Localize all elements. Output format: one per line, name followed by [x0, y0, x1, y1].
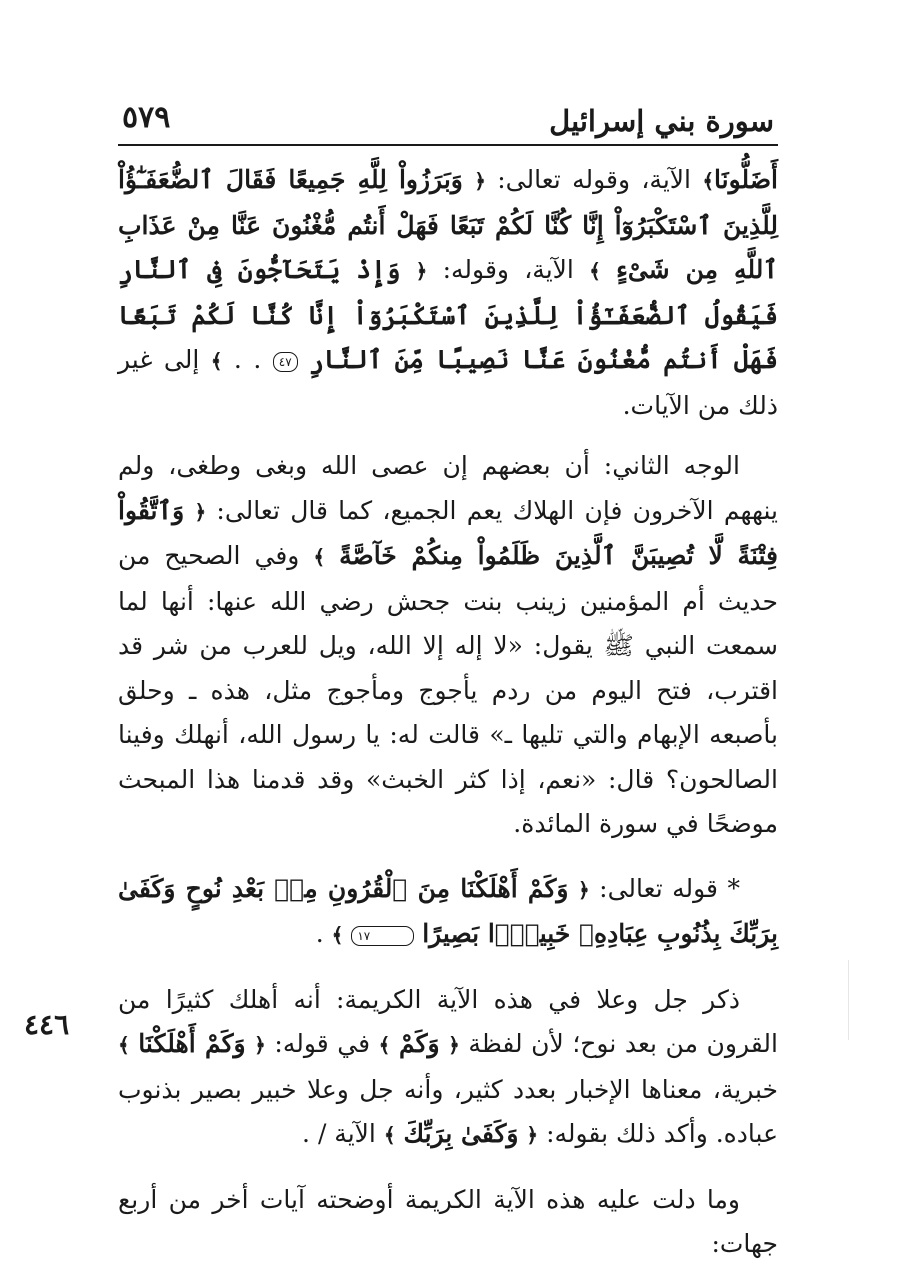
- bracket-close-icon: ﴾: [210, 349, 223, 373]
- bracket-open-icon: ﴿: [194, 499, 207, 524]
- bracket-open-icon: ﴿: [577, 877, 590, 902]
- text-run: . .: [222, 345, 273, 374]
- surah-title: سورة بني إسرائيل: [549, 104, 774, 138]
- side-page-number: ٤٤٦: [24, 1008, 70, 1041]
- bracket-close-icon: ﴾: [589, 259, 601, 283]
- text-run: الوجه الثاني: أن بعضهم إن عصى الله وبغى وطغى، ولم ينههم الآخرون فإن الهلاك يعم الجميع، كما قال تعالى:: [118, 451, 779, 525]
- text-run: في قوله:: [265, 1029, 379, 1058]
- paragraph-4: [118, 978, 778, 1158]
- margin-rule: [848, 960, 849, 1040]
- text-run: إلى غير ذلك من الآيات.: [118, 345, 778, 420]
- text-run: وفي الصحيح من حديث أم المؤمنين زينب بنت جحش رضي الله عنها: أنها لما سمعت النبي ﷺ يقول: «لا إله إلا الله، ويل للعرب من شر قد اقترب، فتح اليوم من ردم يأجوج ومأجوج مثل، هذه ـ وحلق بأصبعه الإبهام والتي تليها ـ» قالت له: يا رسول الله، أنهلك وفينا الصالحون؟ قال: «نعم، إذا كثر الخبث» وقد قدمنا هذا المبحث موضحًا في سورة المائدة.: [118, 541, 778, 838]
- bracket-open-icon: ﴿: [415, 259, 428, 283]
- text-run: خبرية، معناها الإخبار بعدد كثير، وأنه جل وعلا خبير بصير بذنوب عباده. وأكد ذلك بقوله:: [118, 1074, 778, 1148]
- bracket-close-icon: ﴾: [383, 1123, 396, 1147]
- quran-verse: وَٱتَّقُواْ فِتْنَةً لَّا تُصِيبَنَّ ٱلَّذِينَ ظَلَمُواْ مِنكُمْ خَآصَّةً: [118, 495, 778, 570]
- quran-verse: وَكَمْ أَهْلَكْنَا مِنَ ٱلْقُرُونِ مِنۢ بَعْدِ نُوحٍ وَكَفَىٰ بِرَبِّكَ بِذُنُوبِ عِبَادِهِۦ خَبِيرًۢا بَصِيرًا: [118, 873, 778, 948]
- bracket-close-icon: ﴾: [331, 923, 344, 947]
- page-number: ٥٧٩: [122, 100, 171, 135]
- quran-verse: وَبَرَزُواْ لِلَّهِ جَمِيعًا فَقَالَ ٱلضُّعَفَـٰٓؤُاْ لِلَّذِينَ ٱسْتَكْبَرُوٓاْ إِنَّا كُنَّا لَكُمْ تَبَعًا فَهَلْ أَنتُم مُّغْنُونَ عَنَّا مِنْ عَذَابِ ٱللَّهِ مِن شَىْءٍ: [118, 165, 778, 284]
- quran-word: وَكَفَىٰ بِرَبِّكَ: [403, 1119, 519, 1148]
- bracket-open-icon: ﴿: [448, 1033, 460, 1057]
- bracket-close-icon: ﴾: [702, 169, 715, 193]
- bracket-open-icon: ﴿: [526, 1123, 539, 1147]
- paragraph-3: [118, 867, 778, 958]
- ayah-number-marker: ٤٧: [273, 352, 298, 372]
- text-run: الآية، وقوله تعالى:: [485, 165, 703, 194]
- text-run: .: [315, 919, 332, 948]
- bracket-open-icon: ﴿: [254, 1033, 266, 1057]
- bracket-close-icon: ﴾: [313, 545, 326, 569]
- paragraph-5: [118, 1178, 778, 1267]
- quran-fragment: أَضَلُّونَا: [714, 165, 778, 194]
- bracket-close-icon: ﴾: [378, 1033, 391, 1057]
- text-run: * قوله تعالى:: [589, 873, 740, 903]
- ayah-number-marker: ١٧: [351, 926, 414, 946]
- text-run: وما دلت عليه هذه الآية الكريمة أوضحته آيات أخر من أربع جهات:: [118, 1184, 778, 1258]
- quran-word: وَكَمْ: [398, 1029, 440, 1058]
- paragraph-2: [118, 444, 778, 847]
- bracket-close-icon: ﴾: [118, 1033, 130, 1057]
- text-run: الآية، وقوله:: [427, 255, 590, 284]
- running-header: [118, 100, 778, 146]
- quran-word: وَكَمْ أَهْلَكْنَا: [138, 1029, 246, 1058]
- text-run: ذكر جل وعلا في هذه الآية الكريمة: أنه أهلك كثيرًا من القرون من بعد نوح؛ لأن لفظة: [118, 984, 778, 1058]
- bracket-open-icon: ﴿: [474, 169, 486, 193]
- text-run: الآية / .: [302, 1119, 384, 1148]
- page-body: [118, 158, 778, 1267]
- quran-verse: وَإِذْ يَتَحَآجُّونَ فِى ٱلنَّارِ فَيَقُولُ ٱلضُّعَفَـٰٓؤُاْ لِلَّذِينَ ٱسْتَكْبَرُوٓاْ إِنَّا كُنَّا لَكُمْ تَبَعًا فَهَلْ أَنتُم مُّغْنُونَ عَنَّا نَصِيبًا مِّنَ ٱلنَّارِ: [118, 255, 778, 374]
- paragraph-1: [118, 158, 778, 428]
